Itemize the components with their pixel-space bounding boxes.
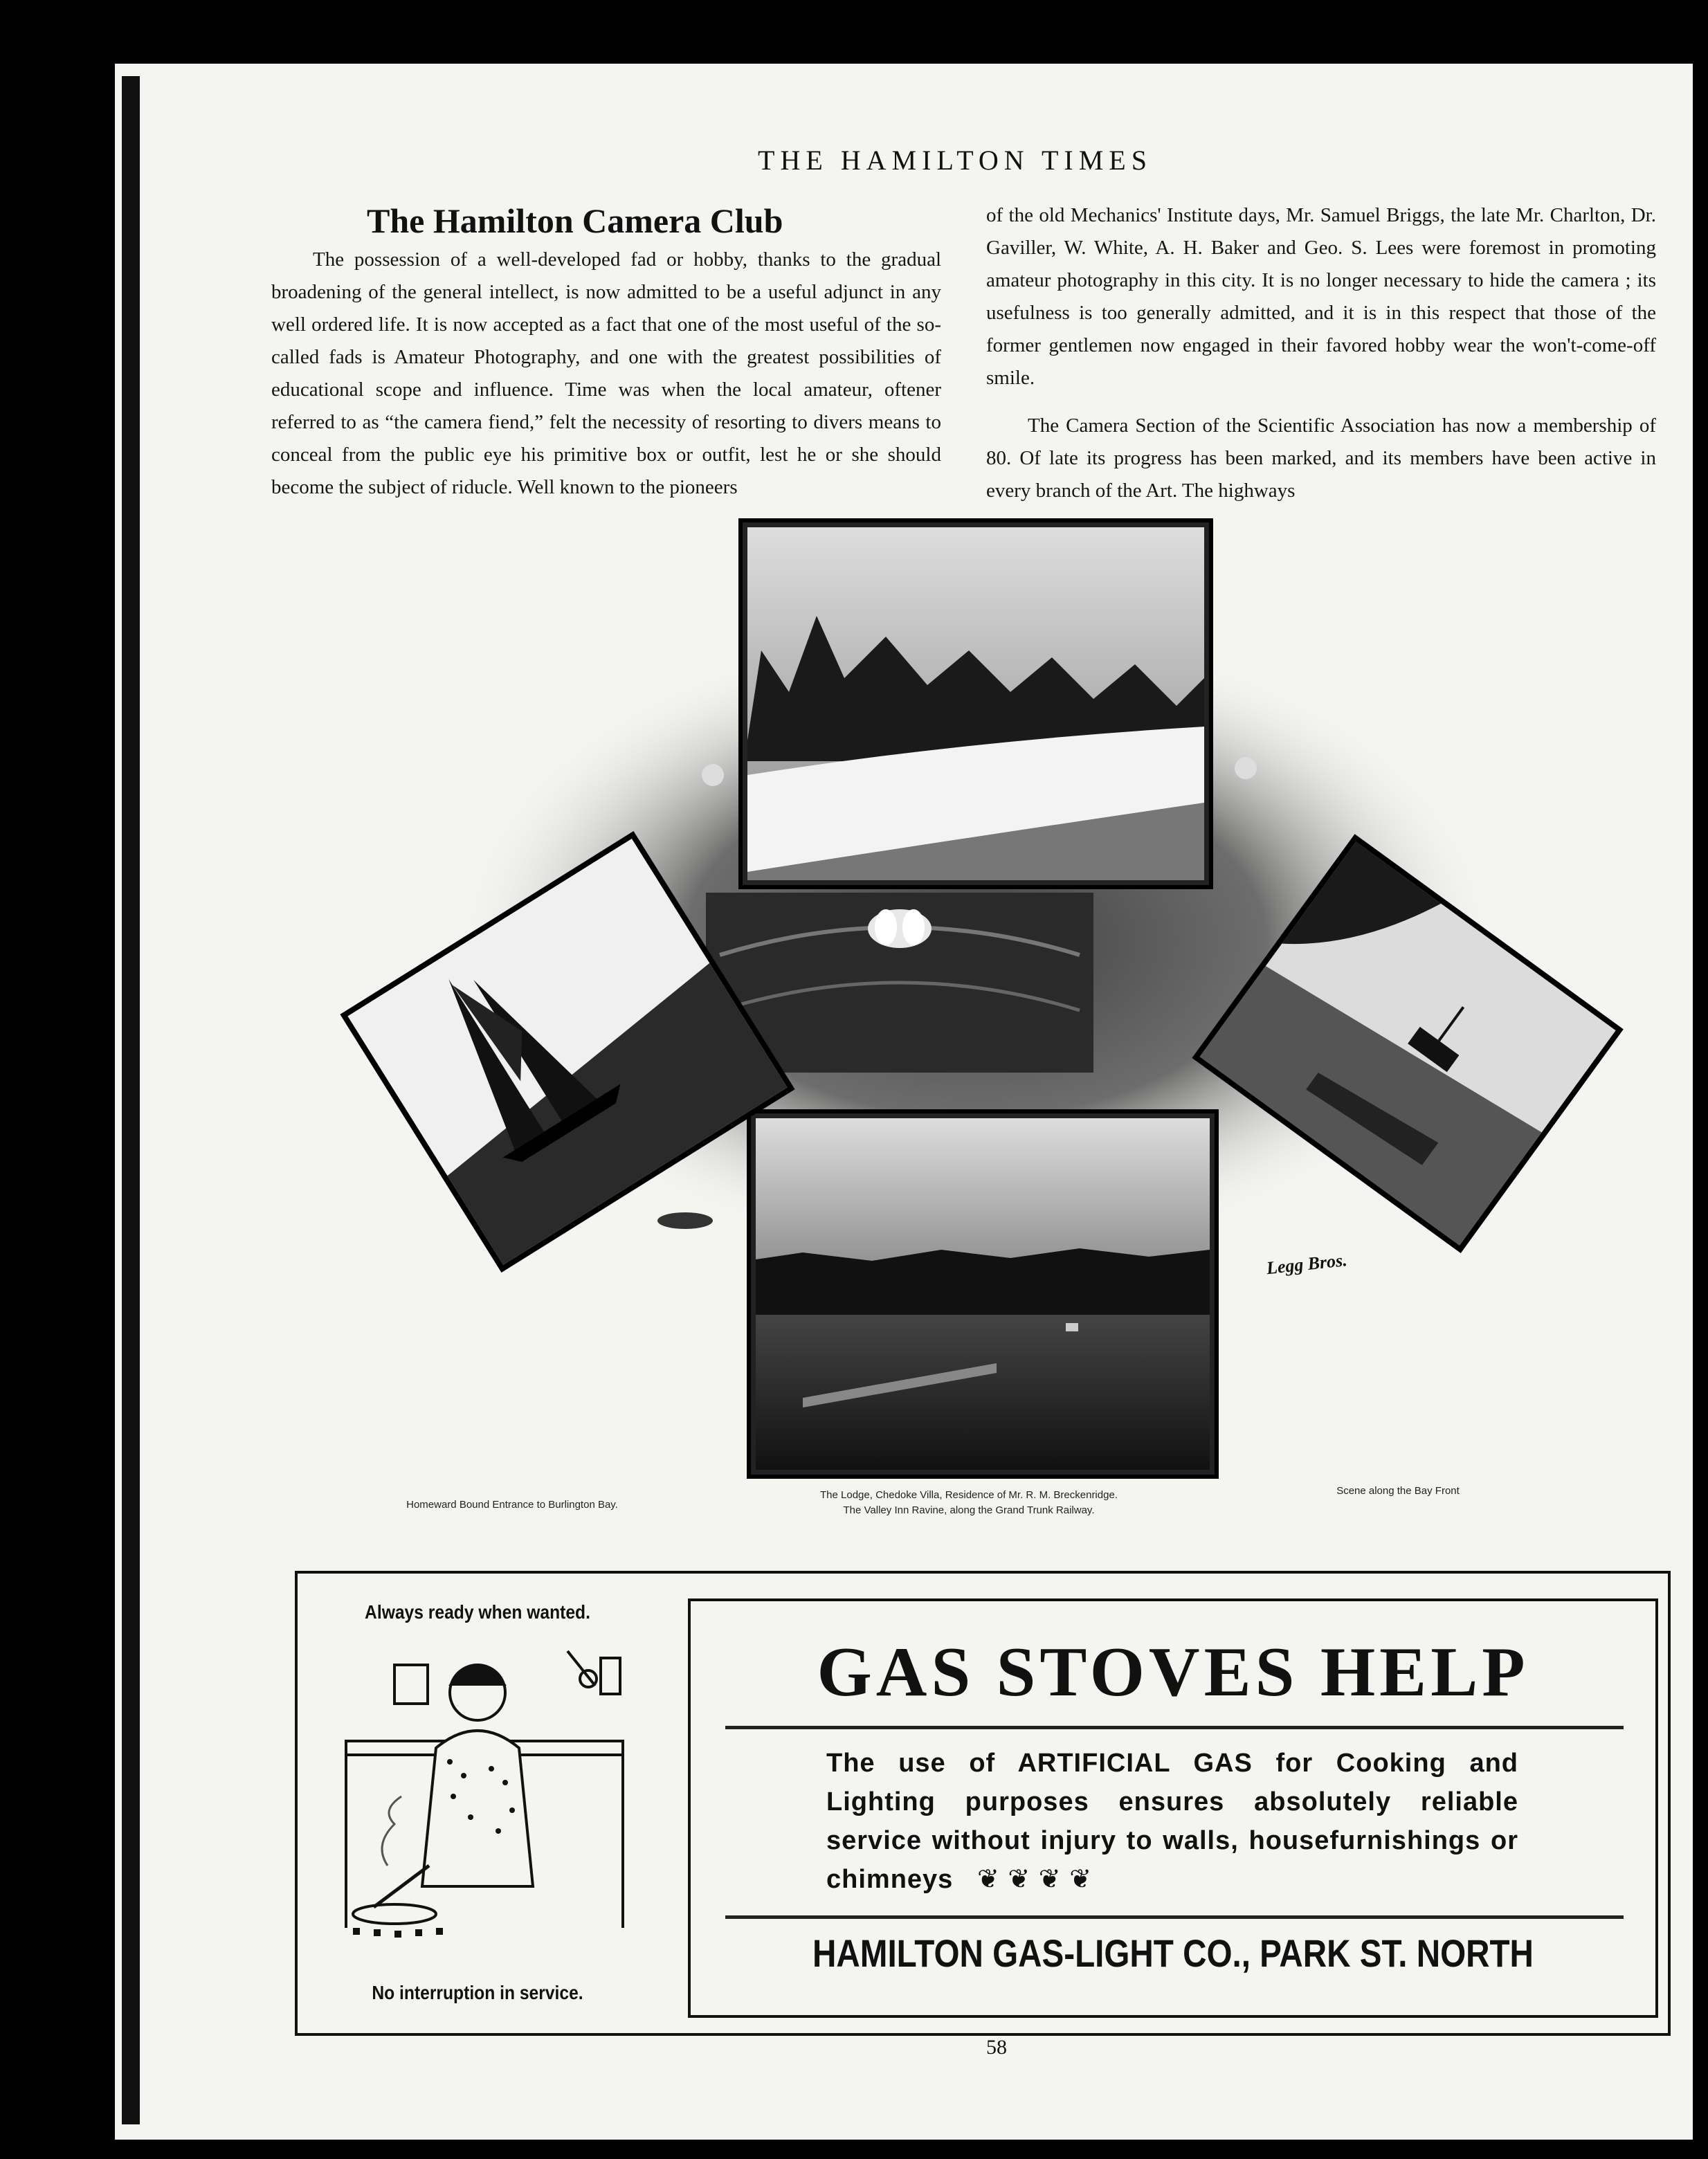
- ad-body-copy: The use of ARTIFICIAL GAS for Cooking and Lighting purposes ensures absolutely reliable service without injury to walls, housefurnishings or chimneys: [826, 1749, 1518, 1894]
- binding-spine: [122, 76, 140, 2124]
- ad-divider-bottom: [725, 1915, 1624, 1919]
- page-number: 58: [986, 2036, 1007, 2059]
- photo-caption-middle: [727, 1488, 1211, 1518]
- gas-stove-advertisement: [295, 1571, 1671, 2036]
- running-head: THE HAMILTON TIMES: [758, 145, 1152, 176]
- photo-montage: [277, 512, 1689, 1495]
- woman-cooking-illustration: [332, 1637, 637, 1969]
- ad-headline: GAS STOVES HELP: [817, 1633, 1529, 1711]
- article-title: The Hamilton Camera Club: [367, 201, 783, 240]
- photo-top-snow-scene: [741, 520, 1211, 887]
- ad-body-text: [826, 1744, 1518, 1899]
- photo-caption-left: Homeward Bound Entrance to Burlington Bay.: [406, 1499, 618, 1511]
- article-paragraph: The Camera Section of the Scientific Association has now a membership of 80. Of late its progress has been marked, and its members have been active in every branch of the Art. The highways: [986, 415, 1656, 502]
- ad-ornaments: ❦ ❦ ❦ ❦: [977, 1865, 1093, 1894]
- photo-montage-svg: [277, 512, 1689, 1495]
- ad-tagline-bottom: No interruption in service.: [372, 1982, 583, 2003]
- ad-tagline-top: Always ready when wanted.: [365, 1601, 590, 1623]
- article-paragraph: of the old Mechanics' Institute days, Mr. Samuel Briggs, the late Mr. Charlton, Dr. Gaviller, W. White, A. H. Baker and Geo. S. Lees were foremost in promoting amateur photography in this city. It is no longer necessary to hide the camera ; its usefulness is too generally admitted, and it is in this respect that those of the former gentlemen now engaged in their favored hobby wear the won't-come-off smile.: [986, 204, 1656, 389]
- photo-caption-middle-line-1: The Lodge, Chedoke Villa, Residence of Mr. R. M. Breckenridge.: [820, 1489, 1118, 1501]
- article-column-2: [986, 199, 1656, 507]
- article-paragraph: The possession of a well-developed fad or hobby, thanks to the gradual broadening of the general intellect, is now admitted to be a useful adjunct in any well ordered life. It is now accepted as a fact that one of the most useful of the so-called fads is Amateur Photography, and one with the greatest possibilities of educational scope and influence. Time was when the local amateur, oftener referred to as “the camera fiend,” felt the necessity of resorting to divers means to conceal from the public eye his primitive box or outfit, lest he or she should become the subject of riducle. Well known to the pioneers: [271, 248, 941, 498]
- photo-bottom-ravine-scene: [749, 1111, 1217, 1477]
- ad-copy-box: [688, 1598, 1658, 2018]
- article-column-1: [271, 244, 941, 504]
- ad-divider-top: [725, 1726, 1624, 1729]
- ad-company-line: HAMILTON GAS-LIGHT CO., PARK ST. NORTH: [812, 1931, 1534, 1975]
- photo-caption-right: Scene along the Bay Front: [1336, 1485, 1460, 1497]
- photo-caption-middle-line-2: The Valley Inn Ravine, along the Grand Trunk Railway.: [843, 1504, 1095, 1516]
- photographer-signature: Legg Bros.: [1265, 1250, 1348, 1279]
